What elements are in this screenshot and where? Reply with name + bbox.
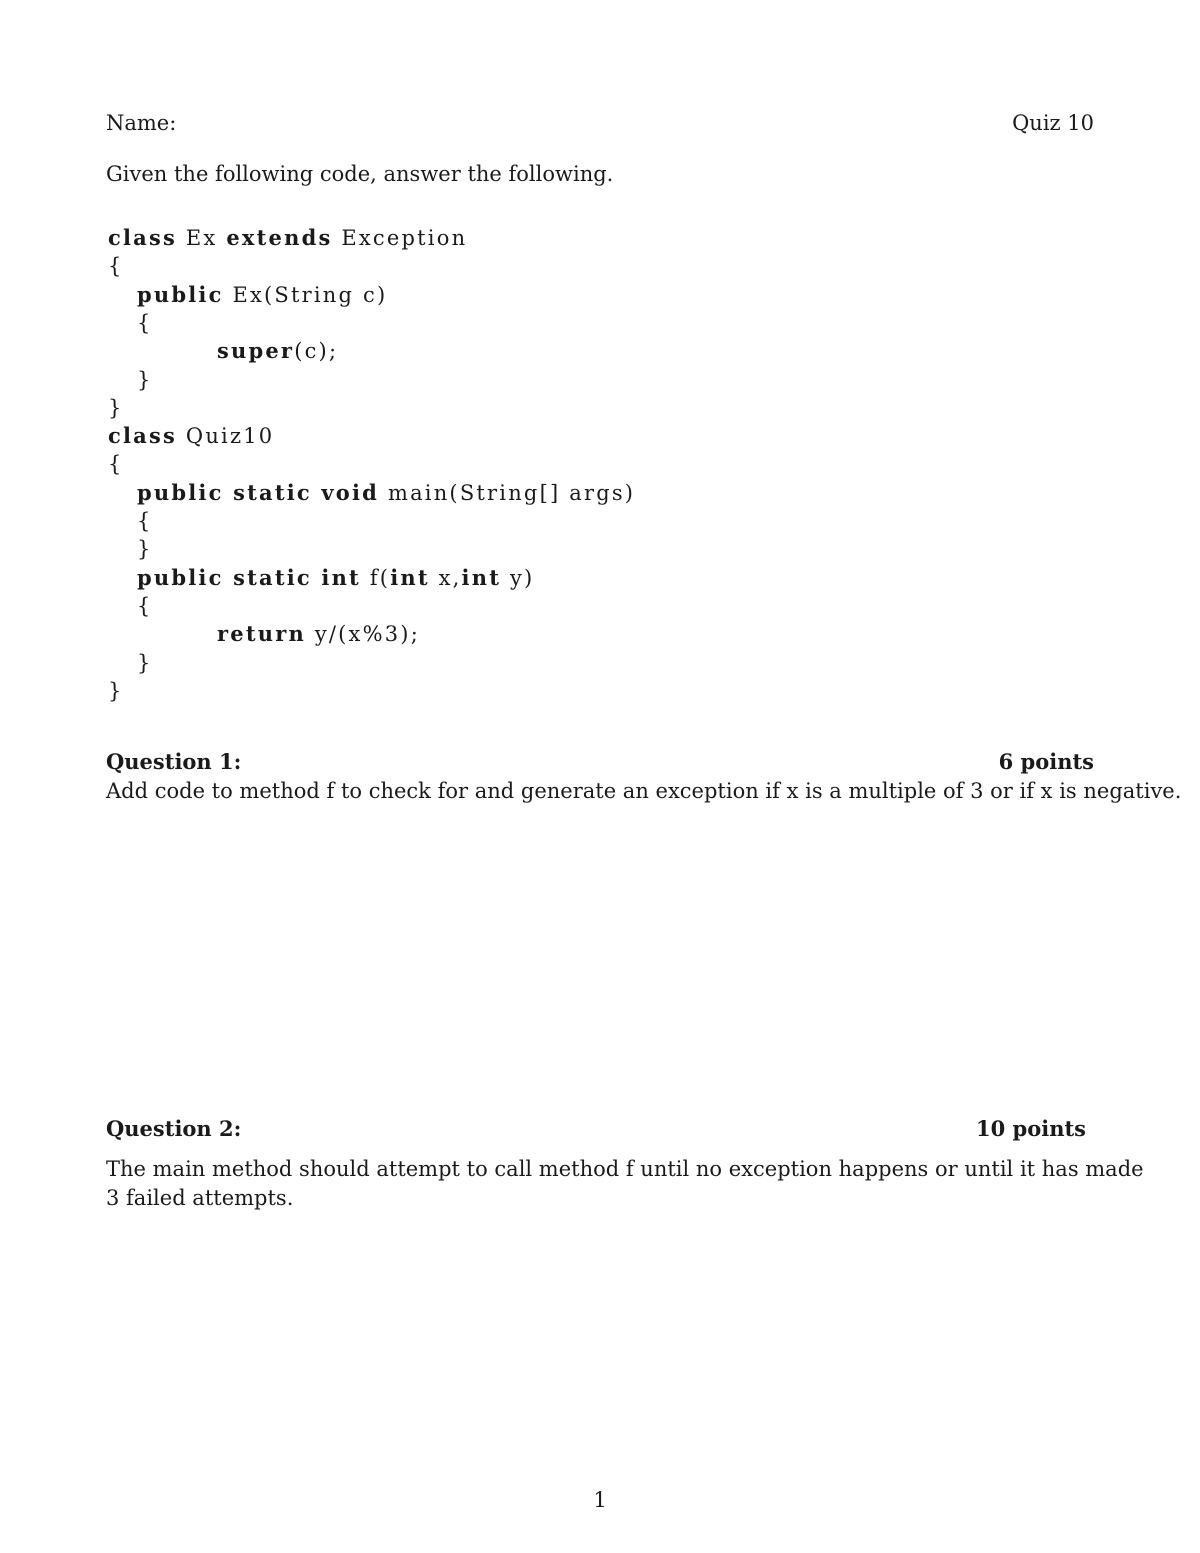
- code-line: [108, 252, 124, 280]
- code-text: {: [137, 311, 153, 335]
- question-1-points: 6 points: [998, 749, 1094, 774]
- code-text: Exception: [332, 226, 468, 250]
- code-text: }: [137, 368, 153, 392]
- code-line: [137, 535, 153, 563]
- code-line: [108, 450, 124, 478]
- code-keyword: public: [137, 282, 224, 307]
- code-line: [108, 394, 124, 422]
- code-text: y/(x%3);: [305, 622, 420, 646]
- code-keyword: public static void: [137, 480, 380, 505]
- code-line: [137, 507, 153, 535]
- question-2-title: Question 2:: [106, 1116, 242, 1141]
- code-text: }: [108, 396, 124, 420]
- code-text: (c);: [294, 339, 339, 363]
- name-label: Name:: [106, 111, 177, 135]
- code-line: [108, 224, 467, 252]
- code-text: {: [137, 509, 153, 533]
- code-line: [137, 649, 153, 677]
- code-keyword: super: [217, 338, 295, 363]
- code-text: f(: [360, 566, 391, 590]
- code-text: {: [137, 594, 153, 618]
- code-keyword: int: [461, 565, 502, 590]
- code-text: Quiz10: [177, 424, 275, 448]
- code-text: }: [108, 679, 124, 703]
- code-text: x,: [429, 566, 462, 590]
- code-line: [217, 337, 338, 365]
- code-line: [137, 564, 534, 592]
- code-text: main(String[] args): [379, 481, 636, 505]
- code-text: {: [108, 452, 124, 476]
- question-2-body-line: The main method should attempt to call method f until no exception happens or until it has made: [106, 1157, 1144, 1181]
- code-keyword: class: [108, 423, 178, 448]
- quiz-title: Quiz 10: [1012, 111, 1094, 135]
- code-line: [137, 366, 153, 394]
- code-line: [137, 309, 153, 337]
- code-line: [108, 422, 274, 450]
- code-keyword: int: [390, 565, 430, 590]
- question-1-title: Question 1:: [106, 749, 242, 774]
- code-line: [108, 677, 124, 705]
- question-1-body-line: Add code to method f to check for and generate an exception if x is a multiple of 3 or if x is negative.: [106, 779, 1182, 803]
- code-text: y): [501, 566, 535, 590]
- code-keyword: extends: [226, 225, 333, 250]
- code-text: {: [108, 254, 124, 278]
- code-keyword: class: [108, 225, 178, 250]
- code-keyword: public static int: [137, 565, 361, 590]
- question-2-body-line: 3 failed attempts.: [106, 1186, 294, 1210]
- code-line: [137, 592, 153, 620]
- code-text: }: [137, 537, 153, 561]
- code-keyword: return: [217, 621, 306, 646]
- code-text: Ex: [177, 226, 227, 250]
- code-line: [137, 281, 387, 309]
- question-2-points: 10 points: [976, 1116, 1086, 1141]
- code-text: }: [137, 651, 153, 675]
- page-number: 1: [593, 1488, 607, 1512]
- code-line: [217, 620, 420, 648]
- code-line: [137, 479, 635, 507]
- intro-text: Given the following code, answer the following.: [106, 162, 614, 186]
- code-text: Ex(String c): [223, 283, 388, 307]
